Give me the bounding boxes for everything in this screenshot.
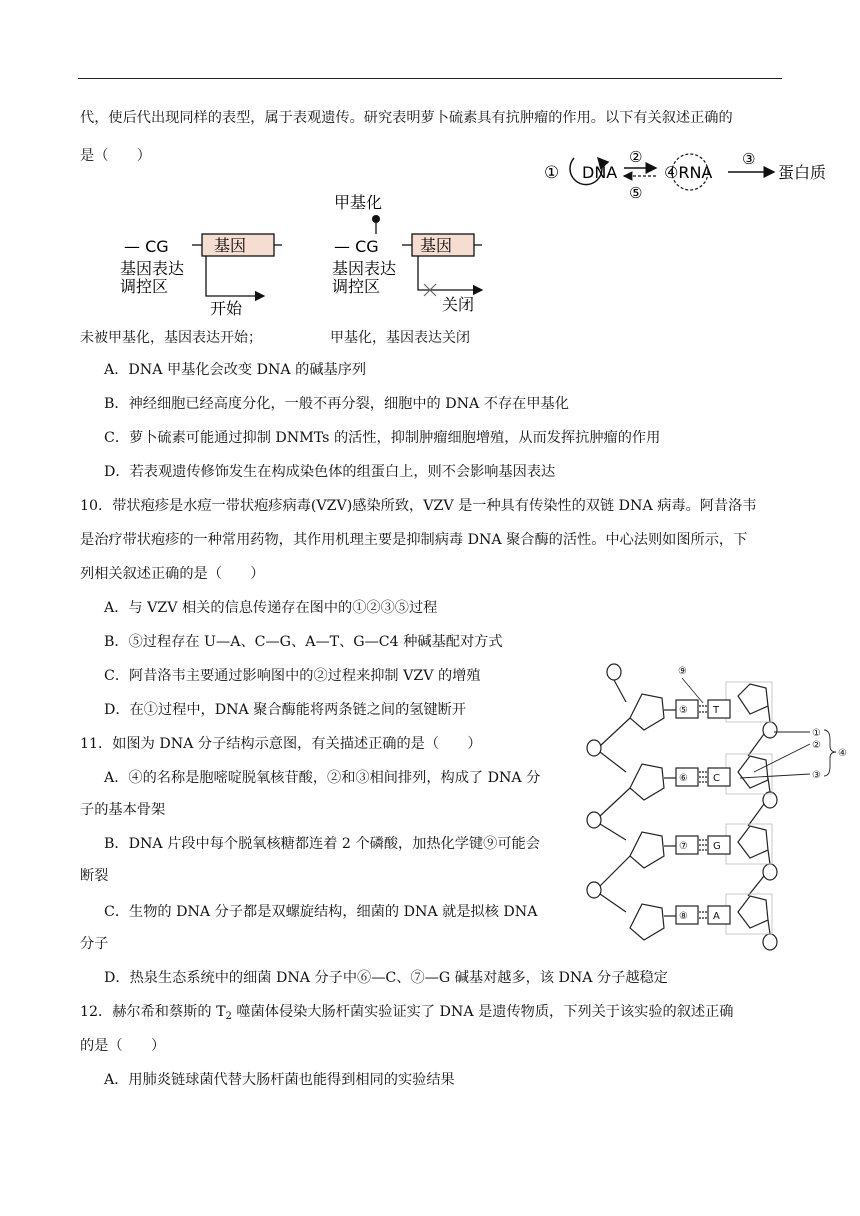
q12-stem-part2: 噬菌体侵染大肠杆菌实验证实了 DNA 是遗传物质，下列关于该实验的叙述正确 — [231, 1004, 734, 1020]
q11-option-a-line1: A．④的名称是胞嘧啶脱氧核苷酸，②和③相间排列，构成了 DNA 分 — [104, 770, 541, 786]
pair2-base: C — [713, 773, 720, 784]
q9-option-d: D．若表观遗传修饰发生在构成染色体的组蛋白上，则不会影响基因表达 — [104, 464, 556, 480]
q12-stem-line2: 的是（ ） — [80, 1038, 166, 1054]
dogma-dna: DNA — [582, 163, 618, 182]
phosphate-circle — [763, 934, 777, 950]
dogma-num-1: ① — [544, 163, 560, 183]
dogma-num-2: ② — [629, 148, 643, 166]
deoxyribose-pentagon — [630, 832, 664, 868]
q11-stem: 11．如图为 DNA 分子结构示意图，有关描述正确的是（ ） — [80, 736, 482, 752]
left-region-label-1: 基因表达 — [120, 259, 185, 278]
phosphate-circle — [763, 864, 777, 880]
q10-stem-line1: 10．带状疱疹是水痘一带状疱疹病毒(VZV)感染所致，VZV 是一种具有传染性的双链 DNA 病毒。阿昔洛韦 — [80, 498, 757, 514]
q11-option-a-line2: 子的基本骨架 — [80, 802, 166, 818]
methyl-group-dot — [372, 215, 380, 223]
q9-option-b: B．神经细胞已经高度分化，一般不再分裂，细胞中的 DNA 不存在甲基化 — [104, 396, 569, 412]
caption-methylated: 甲基化，基因表达关闭 — [330, 330, 470, 346]
q10-option-d: D．在①过程中，DNA 聚合酶能将两条链之间的氢键断开 — [104, 702, 467, 718]
q10-stem-line3: 列相关叙述正确的是（ ） — [80, 566, 265, 582]
pair4-base: A — [713, 911, 720, 922]
brace-label-4: ④ — [838, 748, 847, 759]
q12-subscript: 2 — [225, 1011, 232, 1022]
right-cg-label: — CG — [334, 237, 379, 256]
right-gene-label: 基因 — [420, 236, 453, 255]
deoxyribose-pentagon — [738, 826, 768, 858]
deoxyribose-pentagon — [630, 904, 664, 940]
pair3-left-label: ⑦ — [679, 841, 688, 852]
label-bond-9: ⑨ — [678, 666, 687, 677]
central-dogma-diagram — [530, 136, 840, 210]
q11-option-b-line1: B．DNA 片段中每个脱氧核糖都连着 2 个磷酸，加热化学键⑨可能会 — [104, 836, 540, 852]
phosphate-circle — [607, 664, 621, 680]
q12-option-a: A．用肺炎链球菌代替大肠杆菌也能得到相同的实验结果 — [104, 1072, 455, 1088]
deoxyribose-pentagon — [738, 756, 768, 788]
deoxyribose-pentagon — [738, 684, 768, 714]
q10-option-a: A．与 VZV 相关的信息传递存在图中的①②③⑤过程 — [104, 600, 438, 616]
q11-option-b-line2: 断裂 — [80, 868, 109, 884]
q11-option-d: D．热泉生态系统中的细菌 DNA 分子中⑥—C、⑦—G 碱基对越多，该 DNA 分子越稳定 — [104, 970, 668, 986]
pair3-base: G — [713, 841, 721, 852]
right-region-label-1: 基因表达 — [332, 259, 397, 278]
unmethylated-gene — [120, 234, 282, 316]
methylated-gene — [332, 193, 482, 314]
left-gene-label: 基因 — [214, 236, 247, 255]
q10-stem-line2: 是治疗带状疱疹的一种常用药物，其作用机理主要是抑制病毒 DNA 聚合酶的活性。中心法则如图所示，下 — [80, 532, 748, 548]
right-arrow-label: 关闭 — [442, 295, 475, 314]
methyl-label: 甲基化 — [334, 193, 383, 212]
expression-blocked-arrow — [418, 256, 482, 290]
q10-option-b: B．⑤过程存在 U—A、C—G、A—T、G—C4 种碱基配对方式 — [104, 634, 503, 650]
left-cg-label: — CG — [124, 237, 169, 256]
dogma-rna: ④RNA — [664, 163, 713, 182]
caption-unmethylated: 未被甲基化，基因表达开始； — [80, 330, 262, 346]
dna-structure-figure — [578, 660, 850, 958]
dogma-num-3: ③ — [742, 150, 756, 168]
expression-start-arrow — [206, 256, 264, 296]
callout-2: ② — [812, 740, 821, 751]
dogma-num-5: ⑤ — [629, 184, 643, 202]
deoxyribose-pentagon — [630, 764, 664, 800]
dogma-protein: 蛋白质 — [778, 163, 827, 182]
q11-option-c-line1: C．生物的 DNA 分子都是双螺旋结构，细菌的 DNA 就是拟核 DNA — [104, 904, 538, 920]
pair2-left-label: ⑥ — [679, 773, 688, 784]
callout-1: ① — [812, 728, 821, 739]
pair1-base: T — [713, 705, 720, 716]
q12-stem-line1 — [80, 1002, 733, 1027]
q9-option-c: C．萝卜硫素可能通过抑制 DNMTs 的活性，抑制肿瘤细胞增殖，从而发挥抗肿瘤的作用 — [104, 430, 661, 446]
phosphate-circle — [763, 792, 777, 808]
deoxyribose-pentagon — [630, 694, 664, 730]
q9-option-a: A．DNA 甲基化会改变 DNA 的碱基序列 — [104, 362, 367, 378]
q9-stem-line2: 是（ ） — [80, 148, 151, 164]
pair1-left-label: ⑤ — [679, 705, 688, 716]
pair4-left-label: ⑧ — [679, 911, 688, 922]
header-rule — [78, 78, 782, 79]
phosphate-circle — [587, 812, 601, 828]
callout-3: ③ — [812, 770, 821, 781]
left-region-label-2: 调控区 — [120, 277, 169, 296]
q11-option-c-line2: 分子 — [80, 936, 109, 952]
phosphate-circle — [587, 740, 601, 756]
q10-option-c: C．阿昔洛韦主要通过影响图中的②过程来抑制 VZV 的增殖 — [104, 668, 481, 684]
q9-stem-line1: 代，使后代出现同样的表型，属于表观遗传。研究表明萝卜硫素具有抗肿瘤的作用。以下有关叙述正确的 — [80, 110, 733, 126]
phosphate-circle — [587, 882, 601, 898]
deoxyribose-pentagon — [738, 896, 768, 928]
q12-stem-part1: 12．赫尔希和蔡斯的 T — [80, 1004, 226, 1020]
right-region-label-2: 调控区 — [332, 277, 381, 296]
methylation-diagram — [110, 186, 510, 316]
left-arrow-label: 开始 — [210, 299, 243, 316]
phosphate-circle — [763, 722, 777, 738]
